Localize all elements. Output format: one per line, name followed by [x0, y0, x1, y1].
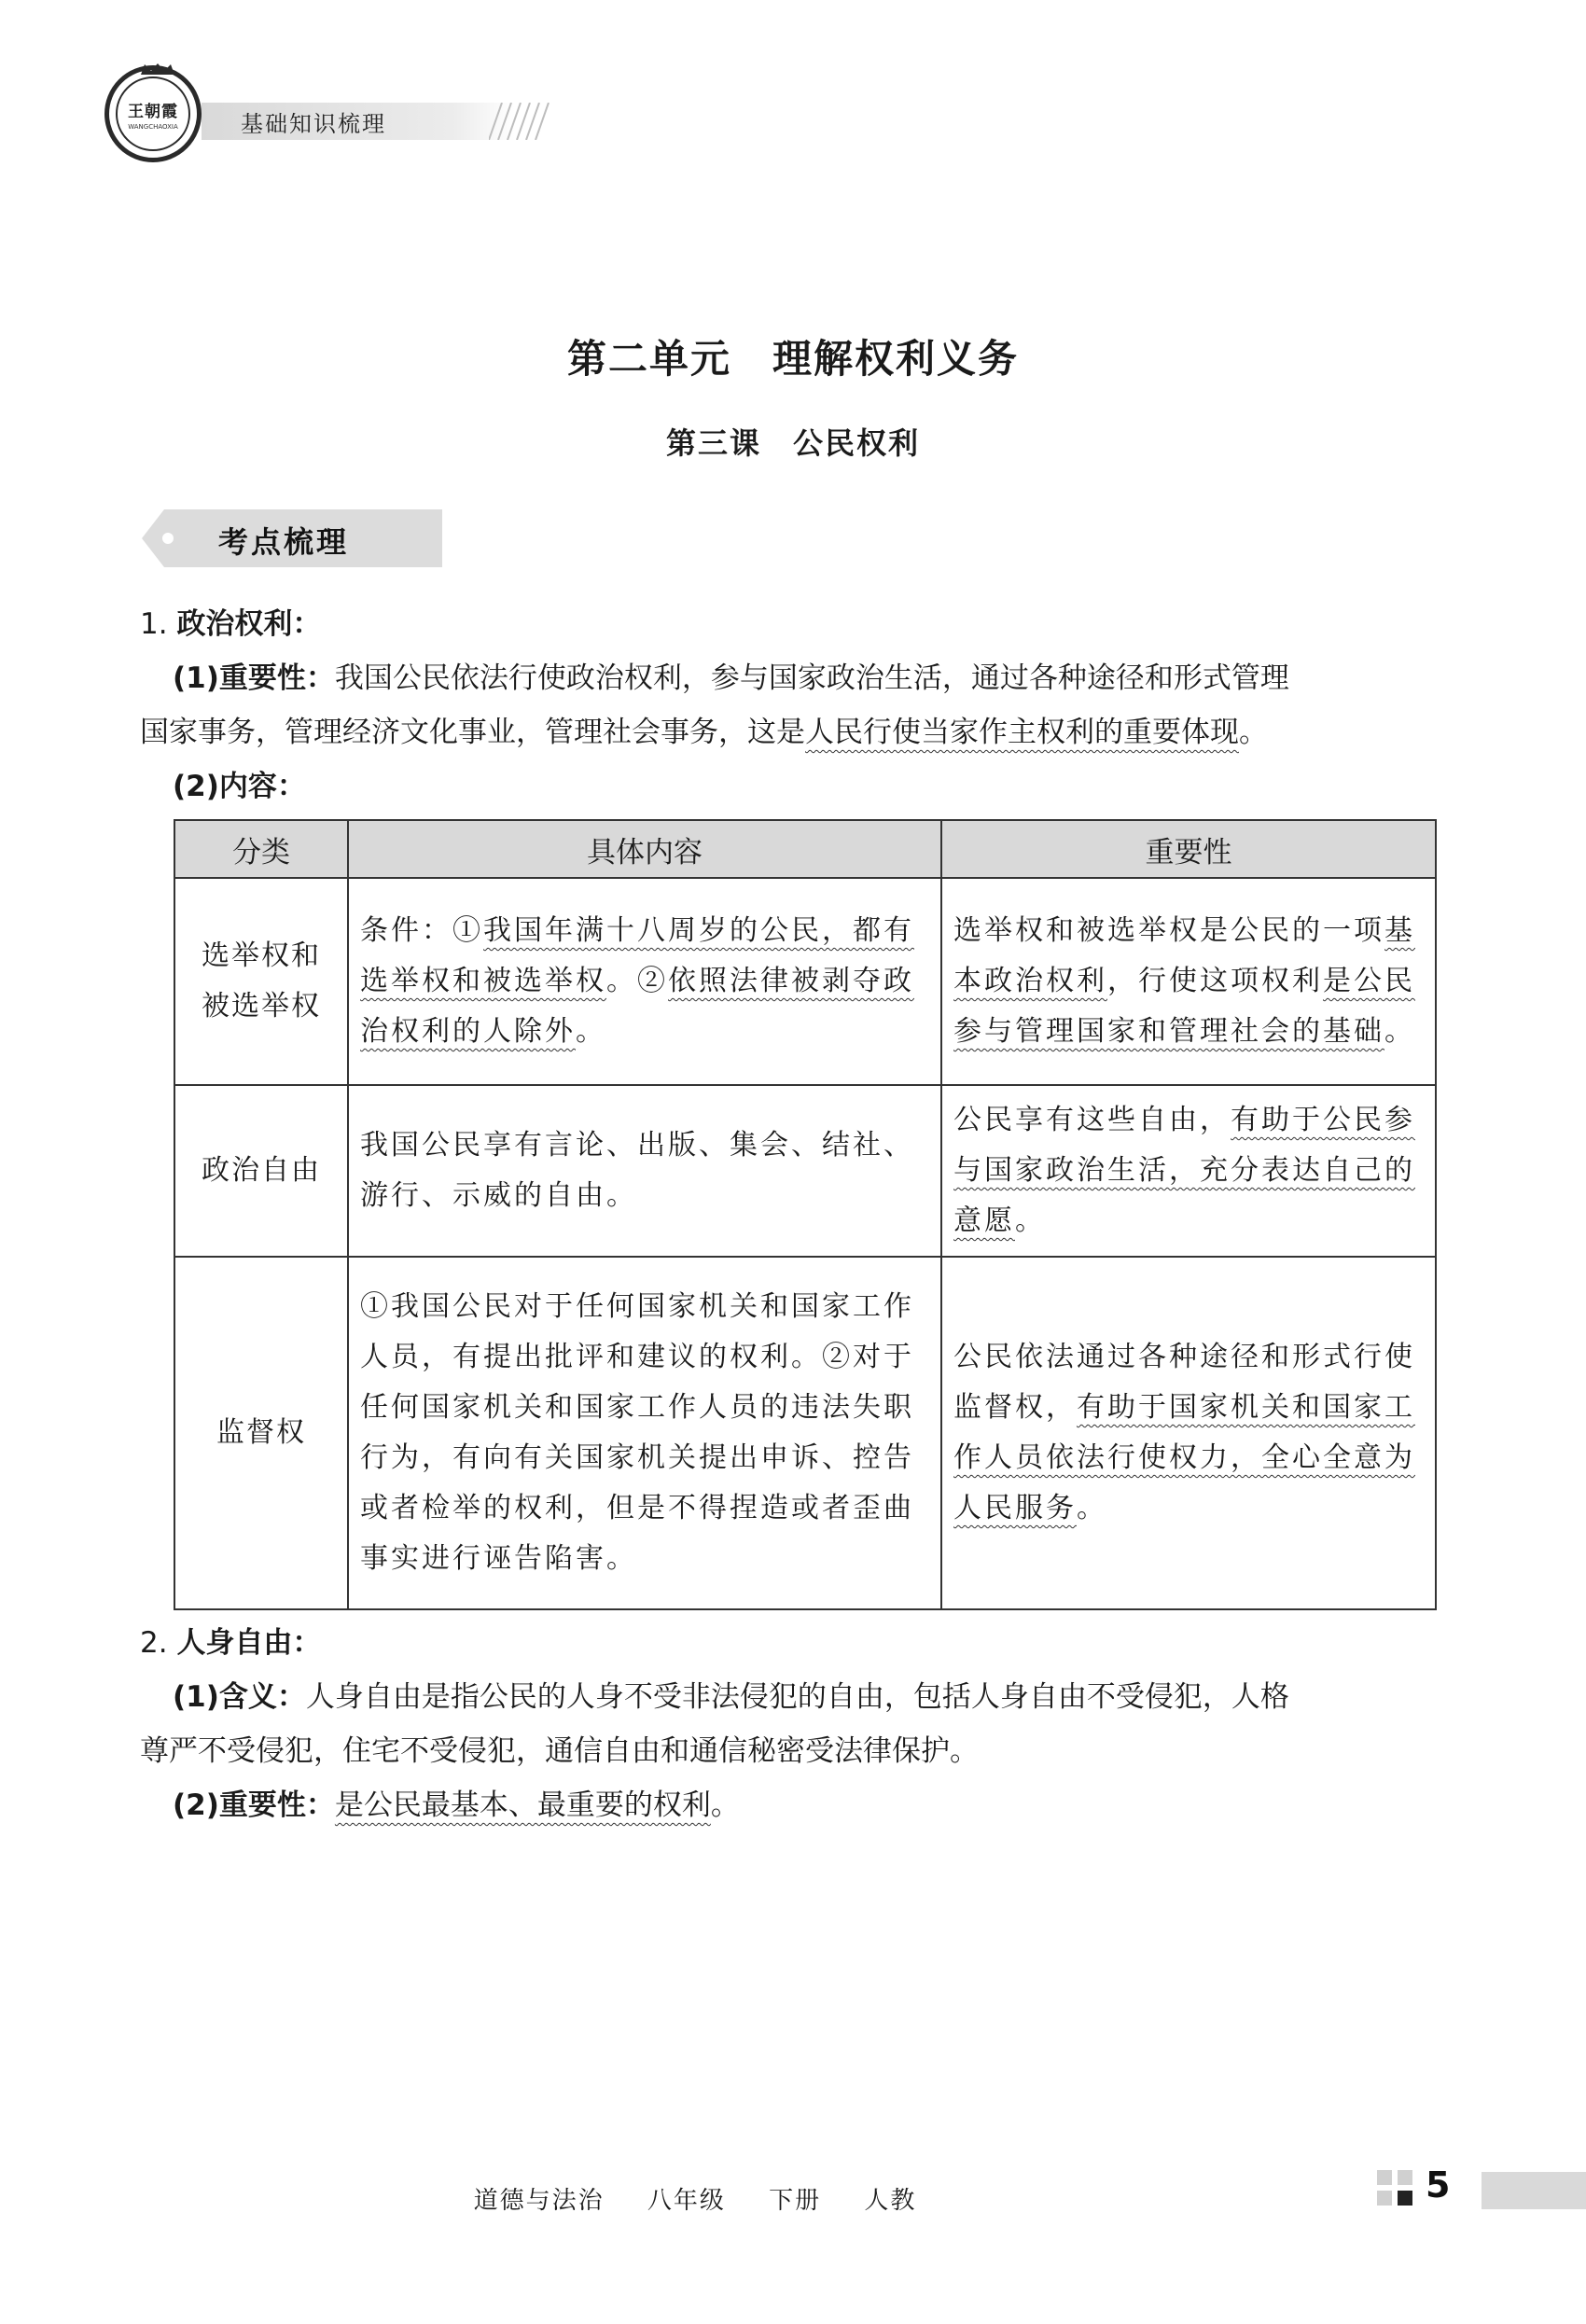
political-content-label: (2)内容：: [173, 770, 306, 803]
personal-meaning-text-1: 人身自由是指公民的人身不受非法侵犯的自由，包括人身自由不受侵犯，人格: [305, 1680, 1289, 1714]
importance-key-phrase-2: 是公民参与管理国家和管理社会的基础: [953, 965, 1415, 1048]
section-tab: [142, 509, 442, 567]
main-content: [140, 597, 1437, 1832]
political-importance-line-1: [140, 651, 1437, 705]
row-category-cell: [174, 1085, 348, 1257]
personal-heading: [140, 1616, 1437, 1670]
table-row: [174, 1085, 1436, 1257]
lesson-title: 第三课 公民权利: [665, 425, 920, 461]
header-section-bar: [202, 103, 515, 140]
content-end: 。: [576, 1015, 606, 1048]
political-heading: [140, 597, 1437, 651]
table-row: [174, 878, 1436, 1085]
importance-end: 。: [1015, 1204, 1046, 1237]
footer-grade: 八年级: [647, 2187, 726, 2215]
footer-edition: 人教: [864, 2187, 917, 2215]
political-importance-line-2: [140, 705, 1437, 759]
importance-end: 。: [1077, 1492, 1107, 1524]
page-footer: [0, 2181, 1390, 2216]
page-number-block: [1377, 2163, 1586, 2219]
row-content-cell: [348, 1257, 941, 1609]
personal-importance-label: (2)重要性：: [173, 1788, 335, 1822]
squares-decoration-icon: [1377, 2170, 1414, 2207]
header-hatch-decoration: [489, 103, 563, 140]
importance-key-phrase: 有助于公民参与国家政治生活，充分表达自己的意愿: [953, 1104, 1415, 1237]
content-mid: 。②: [606, 965, 668, 997]
logo-inner-ring: [116, 77, 190, 151]
content-prefix: 条件：①: [360, 914, 483, 947]
table-header-category: 分类: [174, 820, 348, 878]
table-header-row: [174, 820, 1436, 878]
footer-volume: 下册: [769, 2187, 822, 2215]
row-category-cell: [174, 1257, 348, 1609]
political-importance-label: (1)重要性：: [173, 661, 335, 695]
section-tab-dot-icon: [162, 533, 174, 544]
crown-icon: [139, 63, 176, 76]
row-importance-cell: [941, 878, 1436, 1085]
table-header-importance: 重要性: [941, 820, 1436, 878]
political-content-heading: [140, 759, 1437, 814]
importance-end: 。: [1384, 1015, 1415, 1048]
logo-sub-text: WANGCHAOXIA: [128, 122, 178, 131]
importance-mid: ，行使这项权利: [1107, 965, 1323, 997]
political-importance-text-2c: 。: [1239, 716, 1268, 749]
row-category-line-2: 被选举权: [202, 990, 321, 1023]
content-key-phrase: 我国年满十八周岁的公民，都有选举权和被选举权: [360, 914, 914, 997]
logo-brand-text: 王朝霞: [128, 102, 178, 121]
section-tab-label: 考点梳理: [218, 524, 350, 560]
content-key-phrase-2: 依照法律被剥夺政治权利的人除外: [360, 965, 914, 1048]
personal-meaning-label: (1)含义：: [173, 1680, 306, 1714]
table-header-content: 具体内容: [348, 820, 941, 878]
page-number-bar: [1482, 2172, 1586, 2209]
row-category-cell: [174, 878, 348, 1085]
political-heading-number: 1.: [140, 607, 168, 641]
political-importance-text-2a: 国家事务，管理经济文化事业，管理社会事务，这是: [140, 716, 805, 749]
importance-prefix: 公民享有这些自由，: [953, 1104, 1231, 1136]
importance-key-phrase: 基本政治权利: [953, 914, 1415, 997]
row-category-line-1: 政治自由: [202, 1154, 321, 1187]
footer-subject: 道德与法治: [473, 2187, 605, 2215]
political-rights-table: [174, 819, 1437, 1610]
political-importance-text-1: 我国公民依法行使政治权利，参与国家政治生活，通过各种途径和形式管理: [334, 661, 1289, 695]
personal-importance-key-phrase: 是公民最基本、最重要的权利: [334, 1788, 711, 1822]
importance-prefix: 选举权和被选举权是公民的一项: [953, 914, 1384, 947]
personal-meaning-text-2: 尊严不受侵犯，住宅不受侵犯，通信自由和通信秘密受法律保护。: [140, 1734, 979, 1768]
personal-importance-end: 。: [710, 1788, 740, 1822]
importance-prefix: 公民依法通过各种途径和形式行使监督权，: [953, 1341, 1415, 1424]
table-row: [174, 1257, 1436, 1609]
content-text: ①我国公民对于任何国家机关和国家工作人员，有提出批评和建议的权利。②对于任何国家机关和国家工作人员的违法失职行为，有向有关国家机关提出申诉、控告或者检举的权利，但是不得捏造或者歪曲事实进行诬告陷害。: [360, 1290, 914, 1575]
row-importance-cell: [941, 1257, 1436, 1609]
unit-title: 第二单元 理解权利义务: [566, 336, 1019, 382]
header-section-label: 基础知识梳理: [241, 110, 386, 137]
personal-meaning-line-1: [140, 1670, 1437, 1724]
personal-heading-text: 人身自由：: [176, 1626, 322, 1660]
row-category-line-1: 选举权和: [202, 939, 321, 972]
row-importance-cell: [941, 1085, 1436, 1257]
personal-meaning-line-2: [140, 1724, 1437, 1778]
political-heading-text: 政治权利：: [176, 607, 322, 641]
row-content-cell: [348, 1085, 941, 1257]
political-importance-key-phrase: 人民行使当家作主权利的重要体现: [805, 716, 1239, 749]
brand-logo: [104, 65, 202, 162]
importance-key-phrase: 有助于国家机关和国家工作人员依法行使权力，全心全意为人民服务: [953, 1391, 1415, 1524]
personal-importance-line: [140, 1778, 1437, 1832]
page-header: [104, 58, 496, 160]
row-content-cell: [348, 878, 941, 1085]
page-number: 5: [1426, 2164, 1451, 2206]
row-category-line-1: 监督权: [216, 1416, 306, 1449]
content-text: 我国公民享有言论、出版、集会、结社、游行、示威的自由。: [360, 1129, 914, 1212]
personal-heading-number: 2.: [140, 1626, 168, 1660]
